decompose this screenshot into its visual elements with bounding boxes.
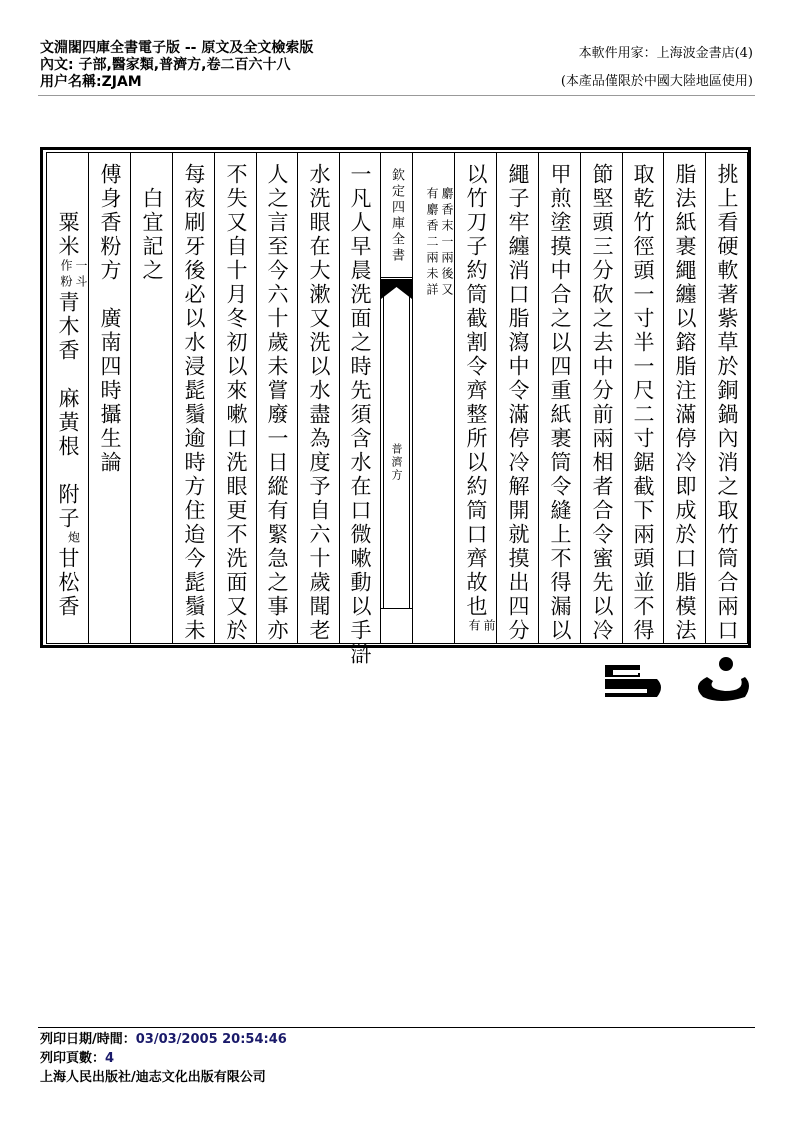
note-line: 作粉 bbox=[59, 259, 73, 291]
column-text bbox=[340, 163, 380, 667]
column-text bbox=[131, 163, 172, 283]
interlinear-note bbox=[466, 619, 496, 635]
spine-title: 欽定四庫全書 bbox=[381, 155, 412, 278]
text-column bbox=[88, 153, 130, 643]
book-spine bbox=[380, 153, 412, 643]
interlinear-note bbox=[58, 259, 88, 291]
main-text: 一凡人早晨洗面之時先須含水在口微嗽動以手滸 bbox=[348, 163, 372, 667]
content-value: 子部,醫家類,普濟方,卷二百六十八 bbox=[78, 57, 291, 73]
text-column bbox=[412, 153, 454, 643]
spine-divider bbox=[381, 608, 412, 609]
main-text bbox=[422, 163, 446, 187]
column-text bbox=[539, 163, 580, 643]
column-text bbox=[89, 163, 130, 475]
text-column bbox=[297, 153, 339, 643]
main-text: 甲煎塗摸中合之以四重紙裹筒令縫上不得漏以 bbox=[548, 163, 572, 643]
text-column bbox=[622, 153, 663, 643]
print-datetime bbox=[40, 1030, 287, 1049]
fishtail-mark-icon bbox=[381, 279, 412, 299]
main-text: 以竹刀子約筒截割令齊整所以約筒口齊故也 bbox=[464, 163, 488, 619]
print-pages-label: 列印頁數： bbox=[40, 1051, 106, 1066]
main-text: 水洗眼在大漱又洗以水盡為度予自六十歲聞老 bbox=[307, 163, 331, 643]
print-pages-value: 4 bbox=[105, 1051, 115, 1066]
column-text bbox=[664, 163, 705, 643]
text-column bbox=[214, 153, 256, 643]
text-column bbox=[339, 153, 380, 667]
user-name bbox=[40, 74, 313, 91]
main-text: 每夜刷牙後必以水浸髭鬚逾時方住迨今髭鬚未 bbox=[182, 163, 206, 643]
column-text bbox=[413, 163, 454, 299]
main-text: 傅身香粉方 廣南四時攝生論 bbox=[98, 163, 122, 475]
interlinear-note bbox=[58, 531, 88, 547]
note-line: 有 bbox=[467, 619, 481, 635]
header-divider bbox=[38, 95, 755, 96]
edition-title: 文淵閣四庫全書電子版 -- 原文及全文檢索版 bbox=[40, 40, 314, 56]
column-text bbox=[623, 163, 663, 643]
main-text: 甘松香 bbox=[56, 547, 80, 619]
user-value: ZJAM bbox=[101, 74, 142, 90]
interlinear-note bbox=[424, 187, 454, 299]
licensee: 本軟件用家：上海波金書店(4) bbox=[578, 46, 753, 61]
column-text bbox=[298, 163, 339, 643]
footer-info bbox=[40, 1030, 287, 1087]
column-text bbox=[257, 163, 297, 643]
text-column bbox=[538, 153, 580, 643]
column-text bbox=[497, 163, 538, 643]
publisher: 上海人民出版社/迪志文化出版有限公司 bbox=[40, 1070, 266, 1085]
note-line: 一斗 bbox=[74, 259, 88, 291]
main-text: 人之言至今六十歲未嘗廢一日縱有緊急之事亦 bbox=[265, 163, 289, 643]
column-text bbox=[455, 163, 496, 635]
text-column bbox=[256, 153, 297, 643]
text-column bbox=[172, 153, 214, 643]
publisher-logo-icon bbox=[595, 655, 755, 705]
note-line: 炮 bbox=[66, 531, 81, 547]
footer-divider bbox=[38, 1027, 755, 1028]
main-text: 不失又自十月冬初以來嗽口洗眼更不洗面又於 bbox=[224, 163, 248, 643]
text-column bbox=[496, 153, 538, 643]
text-column bbox=[47, 153, 88, 643]
text-column bbox=[663, 153, 705, 643]
note-line: 有麝香二兩未詳 bbox=[425, 187, 439, 299]
main-text: 脂法紙裹繩纏以鎔脂注滿停冷即成於口脂模法 bbox=[673, 163, 697, 643]
column-text bbox=[47, 163, 88, 619]
main-text: 白宜記之 bbox=[140, 163, 164, 283]
print-pages bbox=[40, 1049, 287, 1068]
column-text bbox=[173, 163, 214, 643]
main-text: 挑上看硬軟著紫草於銅鍋內消之取竹筒合兩口 bbox=[715, 163, 739, 643]
header-info bbox=[40, 40, 313, 91]
print-datetime-value: 03/03/2005 20:54:46 bbox=[135, 1032, 287, 1047]
text-column bbox=[454, 153, 496, 643]
main-text: 繩子牢纏消口脂瀉中令滿停冷解開就摸出四分 bbox=[506, 163, 530, 643]
spine-subtitle: 普濟方 bbox=[390, 443, 403, 482]
restriction-notice: (本產品僅限於中國大陸地區使用) bbox=[560, 74, 753, 89]
note-line: 麝香末一兩後又 bbox=[440, 187, 454, 299]
column-text bbox=[581, 163, 622, 643]
main-text: 節堅頭三分砍之去中分前兩相者合令蜜先以冷 bbox=[590, 163, 614, 643]
text-column bbox=[580, 153, 622, 643]
main-text: 取乾竹徑頭一寸半一尺二寸鋸截下兩頭並不得 bbox=[631, 163, 655, 643]
text-column bbox=[705, 153, 747, 643]
note-line: 前 bbox=[482, 619, 496, 635]
main-text: 青木香 麻黃根 附子 bbox=[56, 291, 80, 531]
column-text bbox=[215, 163, 256, 643]
column-text bbox=[706, 163, 747, 643]
content-path bbox=[40, 57, 313, 74]
content-label: 內文: bbox=[40, 57, 74, 73]
main-text: 粟米 bbox=[56, 163, 80, 259]
user-label: 用户名稱: bbox=[40, 74, 102, 90]
text-column bbox=[130, 153, 172, 643]
print-datetime-label: 列印日期/時間： bbox=[40, 1032, 136, 1047]
